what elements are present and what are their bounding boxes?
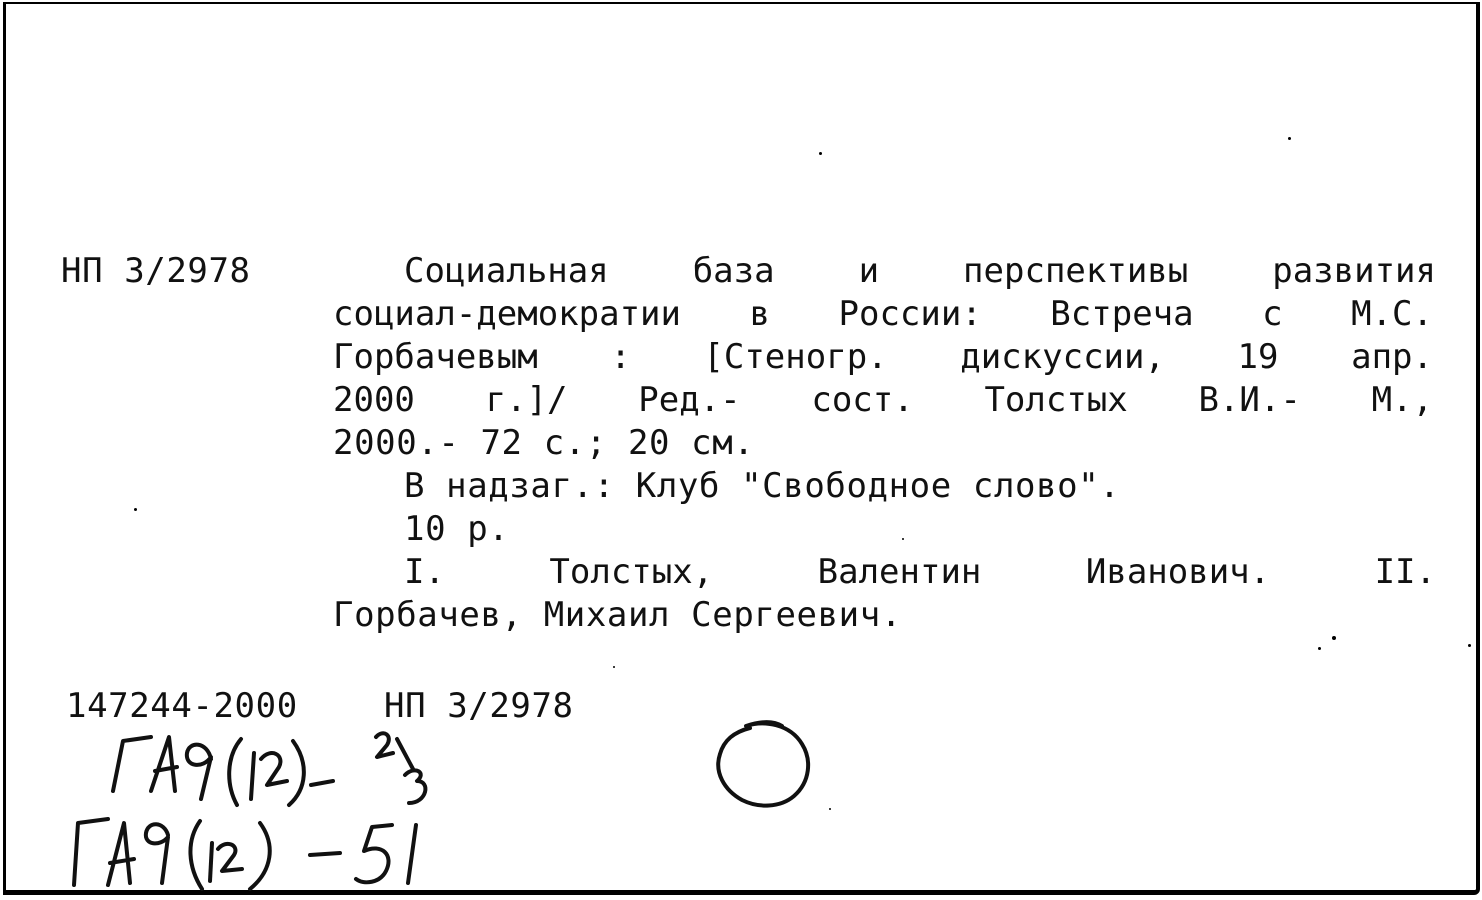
description-line-3: Горбачевым : [Стеногр. дискуссии, 19 апр.: [333, 337, 1433, 377]
price: 10 р.: [404, 509, 510, 549]
description-line-2: социал-демократии в России: Встреча с М.С.: [333, 294, 1433, 334]
scan-speck: [1332, 636, 1336, 640]
added-entry-line-2: Горбачев, Михаил Сергеевич.: [333, 595, 902, 635]
footer-call-number: НП 3/2978: [384, 686, 574, 726]
circle-mark: [706, 714, 821, 814]
description-line-1: Социальная база и перспективы развития: [404, 251, 1436, 291]
scan-speck: [1318, 647, 1321, 650]
handwritten-shelfmark-1: [101, 719, 521, 814]
scan-speck: [902, 538, 904, 540]
scan-speck: [613, 666, 615, 668]
catalog-card: [3, 2, 1480, 895]
scan-speck: [819, 152, 822, 155]
title-note: В надзаг.: Клуб "Свободное слово".: [404, 466, 1121, 506]
scan-speck: [1288, 137, 1291, 140]
handwritten-shelfmark-2: [64, 809, 444, 894]
scan-speck: [134, 508, 137, 511]
scan-speck: [1468, 644, 1471, 647]
scan-speck: [829, 808, 831, 810]
description-line-5: 2000.- 72 с.; 20 см.: [333, 423, 755, 463]
added-entry-line-1: I. Толстых, Валентин Иванович. II.: [404, 552, 1436, 592]
call-number: НП 3/2978: [61, 251, 251, 291]
record-number: 147244-2000: [66, 686, 298, 726]
description-line-4: 2000 г.]/ Ред.- сост. Толстых В.И.- М.,: [333, 380, 1433, 420]
